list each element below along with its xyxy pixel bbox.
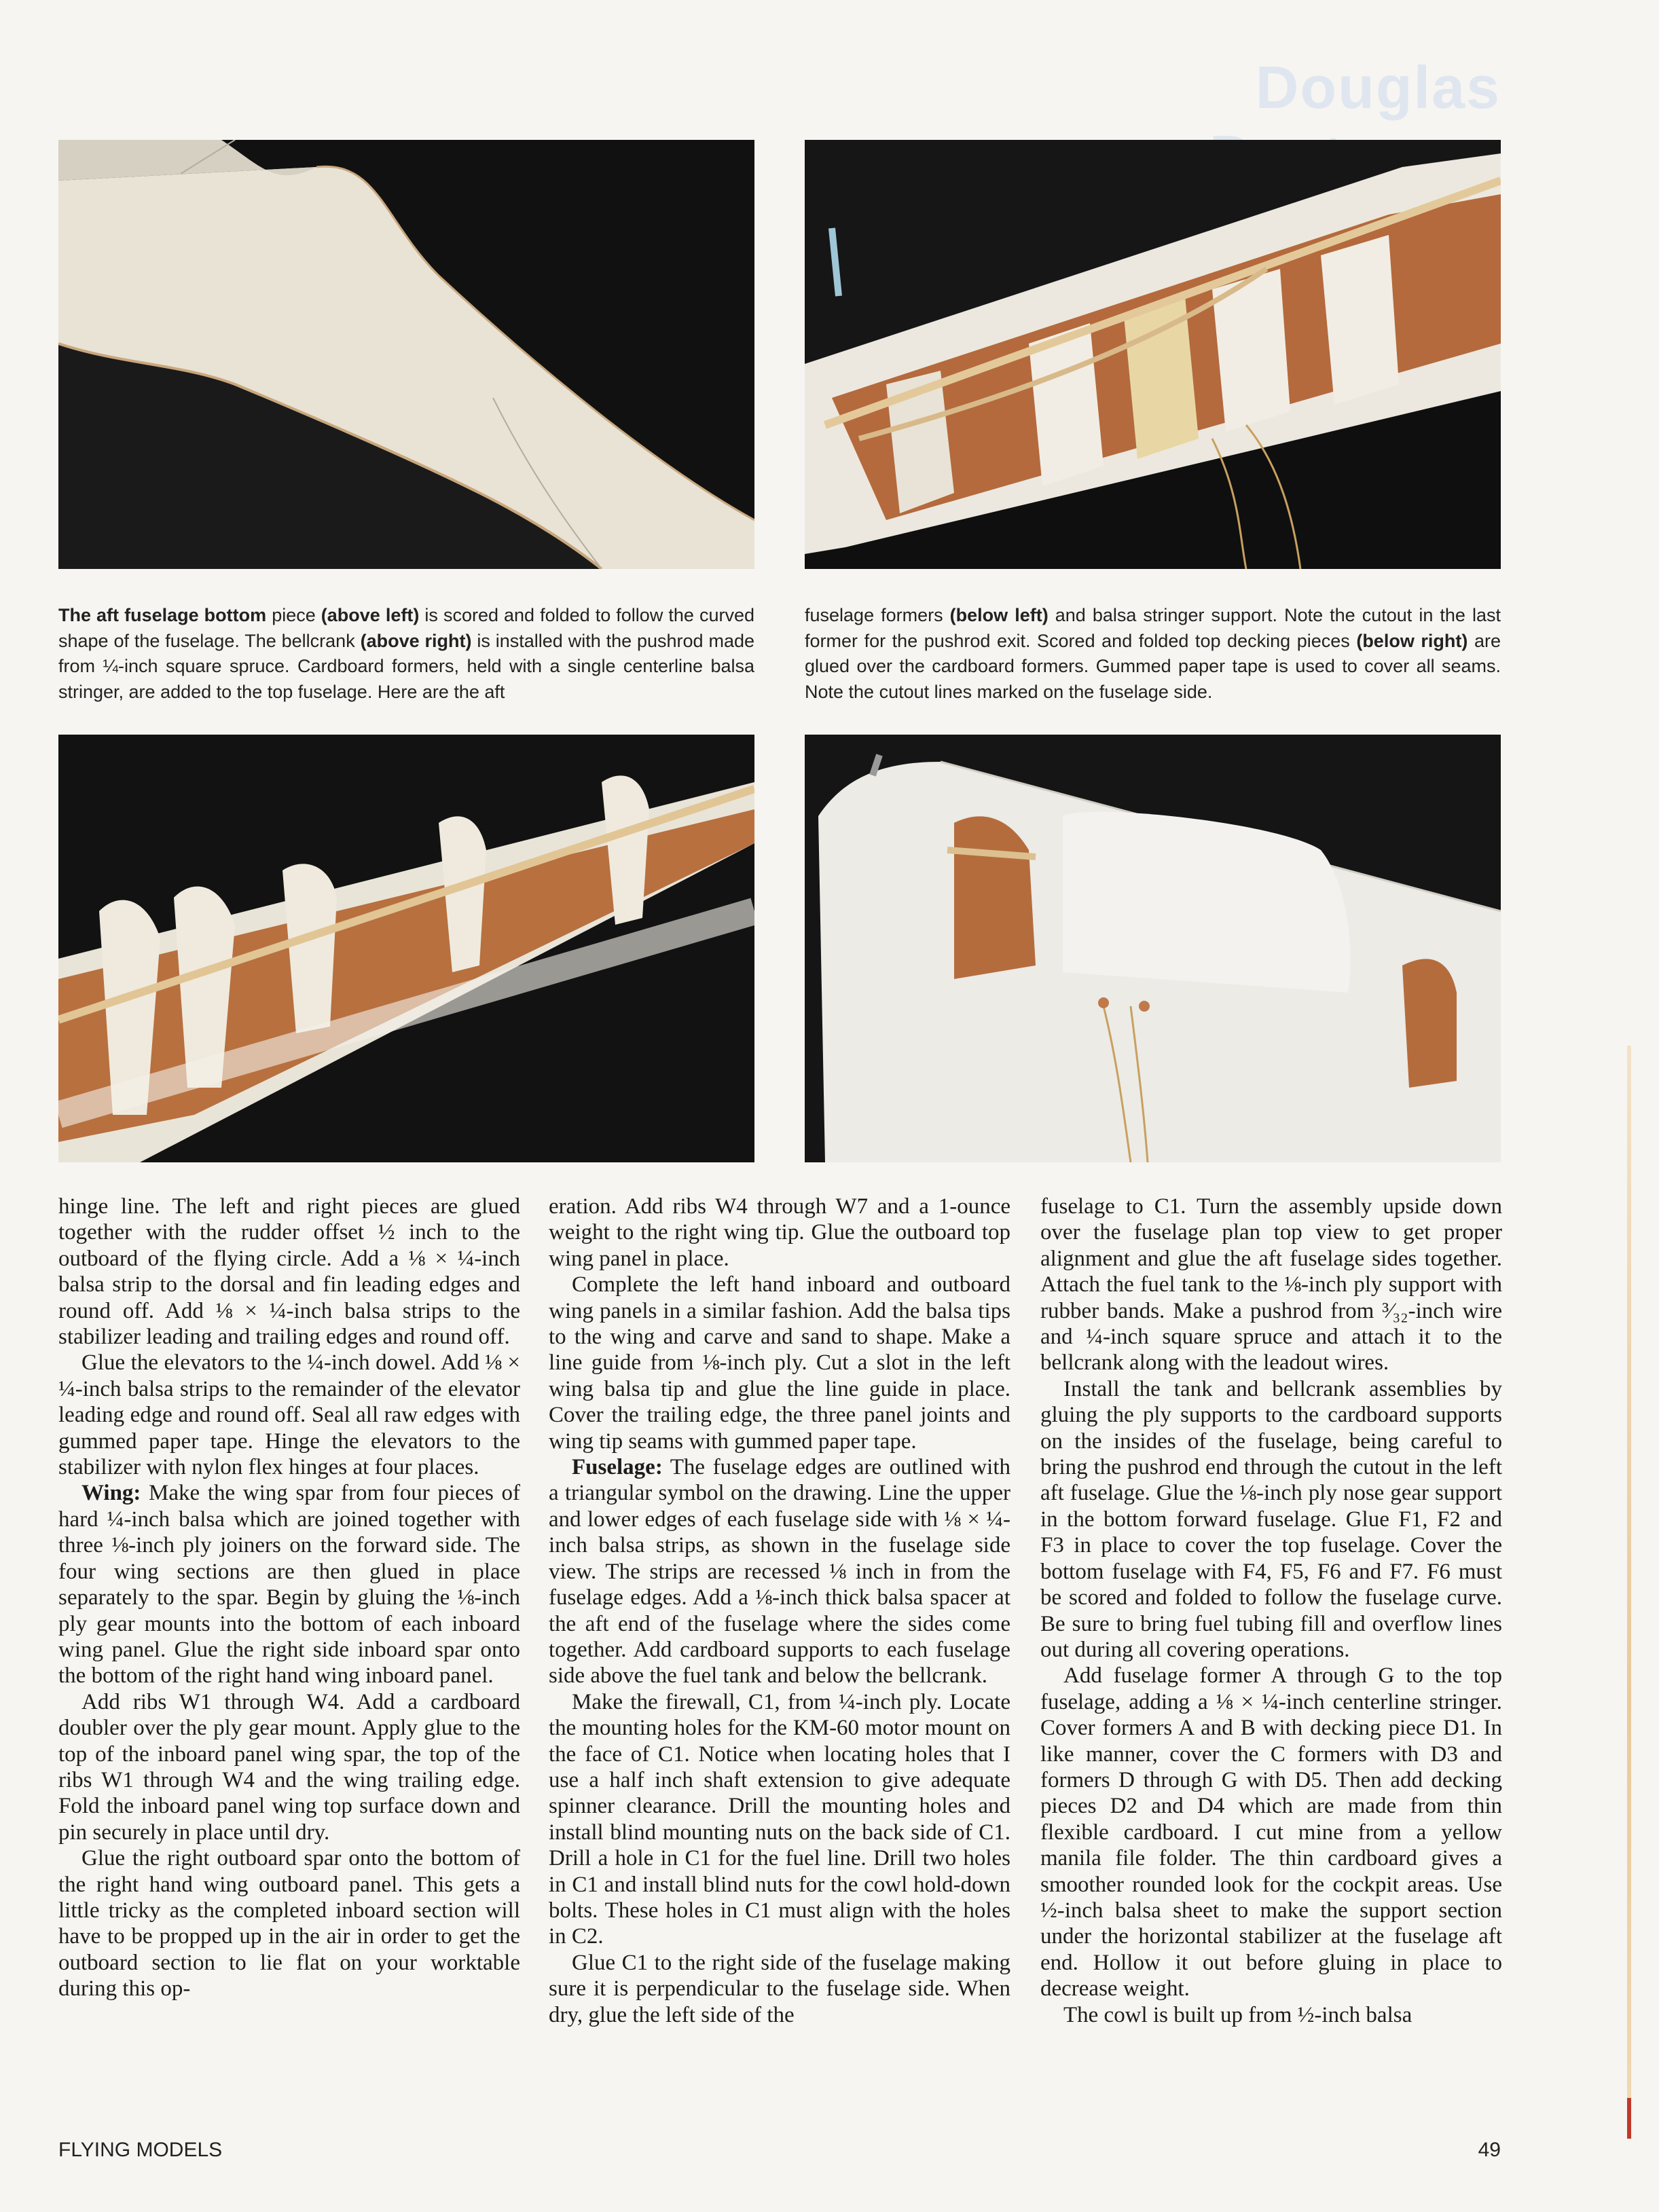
paragraph: hinge line. The left and right pieces are glued together with the rudder offset ½ inch to the outboard of the flying circle. Add a ⅛ × ¼-inch balsa strip to the dorsal and fin leading edges and round off. Add ⅛ × ¼-inch balsa strips to the stabilizer leading and trailing edges and round off. [58,1194,520,1350]
section-heading-fuselage: Fuselage: [572,1455,663,1480]
caption-ref: (below left) [949,605,1049,625]
aft-fuselage-formers-photo [58,735,754,1162]
paragraph: Make the firewall, C1, from ¼-inch ply. Locate the mounting holes for the KM-60 motor mount on the face of C1. Notice when locating holes that I use a half inch shaft extension to give adequate spinner clearance. Drill the mounting holes and install blind mounting nuts on the back side of C1. Drill a hole in C1 for the fuel line. Drill two holes in C1 and install blind nuts for the cowl hold-down bolts. These holes in C1 must align with the holes in C2. [549,1689,1010,1949]
paragraph: The cowl is built up from ½-inch balsa [1063,2002,1412,2027]
paragraph: fuselage to C1. Turn the assembly upside down over the fuselage plan top view to get proper alignment and glue the aft fuselage sides together. Attach the fuel tank to the ⅛-inch ply support with rubber bands. Make a pushrod from ³⁄₃₂-inch wire and ¼-inch square spruce and attach it to the bellcrank along with the leadout wires. [1040,1194,1502,1376]
caption-text: and balsa stringer support. Note the cutout in the last former for the pushrod exit. Scored and folded top decking pieces [805,605,1501,651]
paragraph: Install the tank and bellcrank assemblies by gluing the ply supports to the cardboard supports on the insides of the fuselage, being careful to bring the pushrod end through the cutout in the left aft fuselage. Glue the ⅛-inch ply nose gear support in the bottom forward fuselage. Glue F1, F2 and F3 in place to cover the top fuselage. Cover the bottom fuselage with F4, F5, F6 and F7. F6 must be scored and folded to follow the fuselage curve. Be sure to bring fuel tubing fill and overflow lines out during all covering operations. [1040,1376,1502,1662]
caption-ref: (above right) [360,630,472,651]
caption-text: is installed with the pushrod made from ¼-inch square spruce. Cardboard formers, held with a single centerline balsa stringer, are added to the top fuselage. Here are the aft [58,630,754,702]
paragraph: eration. Add ribs W4 through W7 and a 1-ounce weight to the right wing tip. Glue the outboard top wing panel in place. [549,1194,1010,1271]
caption-right [805,603,1501,705]
paragraph-text: Make the wing spar from four pieces of hard ¼-inch balsa which are joined together with three ⅛-inch ply joiners on the forward side. The four wing sections are then glued in place separately to the spar. Begin by gluing the ⅛-inch ply gear mounts into the bottom of each inboard wing panel. Glue the right side inboard spar onto the bottom of the right hand wing inboard panel. [58,1481,520,1689]
caption-text: fuselage formers [805,605,950,625]
article-column-2 [549,1194,1010,2124]
paragraph: Glue the right outboard spar onto the bottom of the right hand wing outboard panel. This gets a little tricky as the completed inboard section will have to be propped up in the air in order to get the outboard section to lie flat on your worktable during this op- [58,1846,520,2002]
page-edge-tab [1627,2098,1631,2139]
paragraph: Add fuselage former A through G to the top fuselage, adding a ⅛ × ¼-inch centerline stringer. Cover formers A and B with decking piece D1. In like manner, cover the C formers with D3 and formers D through G with D5. Then add decking pieces D2 and D4 which are made from thin flexible cardboard. I cut mine from a yellow manila file folder. The thin cardboard gives a smoother rounded look for the cockpit areas. Use ½-inch balsa sheet to make the support section under the horizontal stabilizer at the fuselage aft end. Hollow it out before gluing in place to decrease weight. [1040,1663,1502,2002]
caption-text: piece [266,605,321,625]
caption-lead: The aft fuselage bottom [58,605,267,625]
bellcrank-pushrod-photo [805,140,1501,569]
article-column-3 [1040,1194,1502,2124]
paragraph-text: The fuselage edges are outlined with a triangular symbol on the drawing. Line the upper and lower edges of each fuselage side with ⅛ × ¼-inch balsa strips, as shown in the fuselage side view. The strips are recessed ⅛ inch in from the fuselage edges. Add a ⅛-inch thick balsa spacer at the aft end of the fuselage where the sides come together. Add cardboard supports to each fuselage side above the fuel tank and below the bellcrank. [549,1455,1010,1689]
caption-left [58,603,754,705]
caption-ref: (below right) [1356,630,1468,651]
page-number: 49 [1478,2139,1501,2161]
aft-fuselage-bottom-photo [58,140,754,569]
paragraph: Add ribs W1 through W4. Add a cardboard doubler over the ply gear mount. Apply glue to the top of the inboard panel wing spar, the top of the ribs W1 through W4 and the wing trailing edge. Fold the inboard panel wing top surface down and pin securely in place until dry. [58,1689,520,1845]
section-heading-wing: Wing: [81,1481,141,1506]
top-decking-photo [805,735,1501,1162]
paragraph: Glue the elevators to the ¼-inch dowel. Add ⅛ × ¼-inch balsa strips to the remainder of the elevator leading edge and round off. Seal all raw edges with gummed paper tape. Hinge the elevators to the stabilizer with nylon flex hinges at four places. [58,1350,520,1480]
article-column-1 [58,1194,520,2124]
paragraph [549,1454,1010,1689]
paragraph [58,1480,520,1689]
caption-ref: (above left) [321,605,420,625]
paragraph: Complete the left hand inboard and outboard wing panels in a similar fashion. Add the balsa tips to the wing and carve and sand to shape. Make a line guide from ⅛-inch ply. Cut a slot in the left wing balsa tip and glue the line guide in place. Cover the trailing edge, the three panel joints and wing tip seams with gummed paper tape. [549,1272,1010,1454]
footer-magazine-name: FLYING MODELS [58,2139,223,2161]
paragraph: Glue C1 to the right side of the fuselage making sure it is perpendicular to the fuselage side. When dry, glue the left side of the [549,1950,1010,2027]
caption-text: is scored and folded to follow the curved shape of the fuselage. The bellcrank [58,605,754,651]
page-edge-mark [1627,1046,1631,2132]
page-title: Douglas [1255,54,1501,121]
caption-text: are glued over the cardboard formers. Gummed paper tape is used to cover all seams. Note the cutout lines marked on the fuselage side. [805,630,1501,702]
